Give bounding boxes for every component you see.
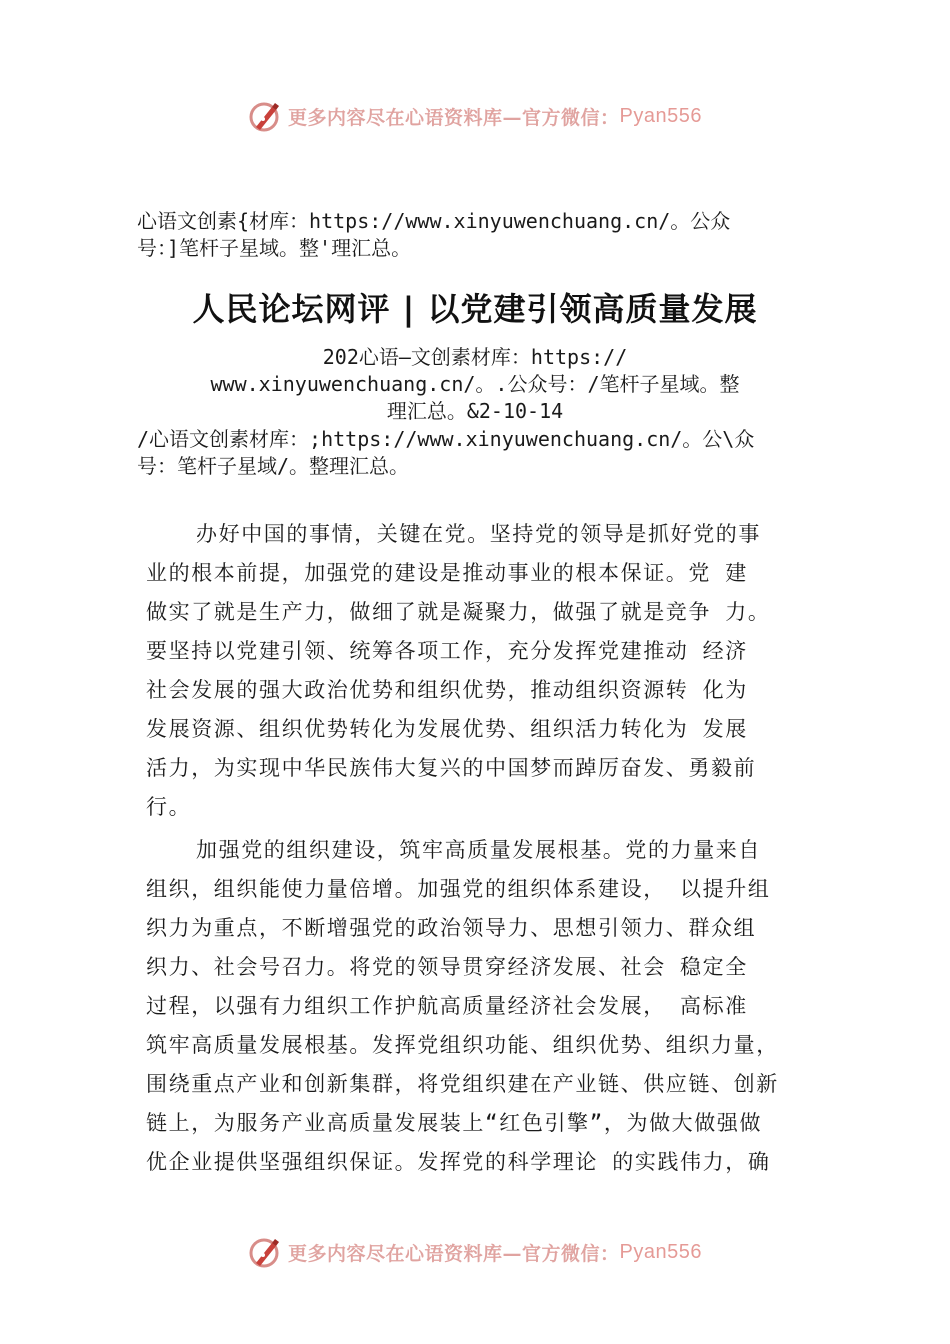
meta-line: 202心语—文创素材库：https://: [322, 345, 628, 369]
paragraph-line: 行。: [146, 795, 192, 819]
paragraph-line: 过程，以强有力组织工作护航高质量经济社会发展， 高标准: [146, 994, 748, 1018]
paragraph-line: 发展资源、组织优势转化为发展优势、组织活力转化为 发展: [146, 717, 748, 741]
bottom-banner: [0, 1232, 950, 1272]
banner-text: 更多内容尽在心语资料库—官方微信：: [288, 106, 620, 129]
pen-logo-icon: [248, 1235, 282, 1269]
paragraph-line: 业的根本前提，加强党的建设是推动事业的根本保证。党 建: [146, 561, 748, 585]
meta-line: www.xinyuwenchuang.cn/。.公众号：/笔杆子星域。整: [210, 372, 740, 396]
meta-note-line: 号：笔杆子星域/。整理汇总。: [137, 454, 410, 478]
paragraph-line: 围绕重点产业和创新集群，将党组织建在产业链、供应链、创新: [146, 1072, 779, 1096]
paragraph-line: 链上，为服务产业高质量发展装上“红色引擎”，为做大做强做: [146, 1111, 763, 1135]
pen-logo-icon: [248, 99, 282, 133]
paragraph-line: 要坚持以党建引领、统筹各项工作，充分发挥党建推动 经济: [146, 639, 748, 663]
paragraph-line: 办好中国的事情，关键在党。坚持党的领导是抓好党的事: [196, 522, 761, 546]
page-title: 人民论坛网评 | 以党建引领高质量发展: [192, 290, 758, 328]
paragraph-line: 筑牢高质量发展根基。发挥党组织功能、组织优势、组织力量，: [146, 1033, 779, 1057]
banner-text: 更多内容尽在心语资料库—官方微信：: [288, 1242, 620, 1265]
meta-line: 理汇总。&2-10-14: [386, 399, 564, 423]
paragraph-line: 优企业提供坚强组织保证。发挥党的科学理论 的实践伟力，确: [146, 1150, 771, 1174]
wechat-id: Pyan556: [619, 104, 702, 127]
paragraph-line: 做实了就是生产力，做细了就是凝聚力，做强了就是竞争 力。: [146, 600, 771, 624]
paragraph-line: 织力、社会号召力。将党的领导贯穿经济发展、社会 稳定全: [146, 955, 748, 979]
paragraph-line: 社会发展的强大政治优势和组织优势，推动组织资源转 化为: [146, 678, 748, 702]
paragraph-line: 活力，为实现中华民族伟大复兴的中国梦而踔厉奋发、勇毅前: [146, 756, 757, 780]
paragraph-line: 组织，组织能使力量倍增。加强党的组织体系建设， 以提升组: [146, 877, 771, 901]
header-note-line: 心语文创素{材库：https://www.xinyuwenchuang.cn/。公众: [137, 209, 731, 233]
meta-note-line: /心语文创素材库：;https://www.xinyuwenchuang.cn/。公\众: [137, 427, 755, 451]
header-note-line: 号：]笔杆子星域。整'理汇总。: [137, 236, 412, 260]
paragraph-line: 织力为重点，不断增强党的政治领导力、思想引领力、群众组: [146, 916, 757, 940]
top-banner: [0, 96, 950, 136]
wechat-id: Pyan556: [619, 1240, 702, 1263]
paragraph-line: 加强党的组织建设，筑牢高质量发展根基。党的力量来自: [196, 838, 761, 862]
